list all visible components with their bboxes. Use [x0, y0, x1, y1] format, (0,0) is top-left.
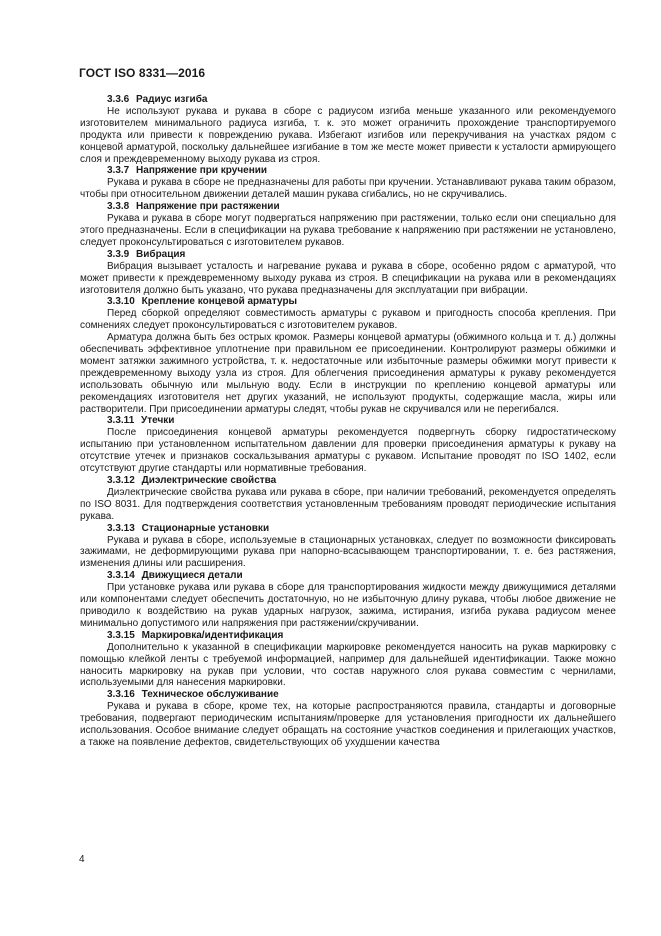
- document-header: ГОСТ ISO 8331—2016: [79, 66, 206, 80]
- section-paragraph: Вибрация вызывает усталость и нагревание рукава и рукава в сборе, особенно рядом с арматурой, что может привести к преждевременному выходу рукава из строя. В спецификации на рукава или в рекомендациях изготовителя должно быть указано, что рукава предназначены для эксплуатации при вибрации.: [80, 260, 616, 296]
- section-heading: [80, 249, 616, 261]
- section: [80, 689, 616, 749]
- section: [80, 201, 616, 249]
- section-paragraph: Рукава и рукава в сборе, кроме тех, на которые распространяются правила, стандарты и договорные требования, подвергают периодическим испытаниям/проверке для установления пригодности их дальнейшего использования. Особое внимание следует обращать на состояние участков соединения и прилегающих участков, а также на появление дефектов, свидетельствующих об ухудшении качества: [80, 701, 616, 748]
- section-title: Техническое обслуживание: [141, 689, 279, 701]
- section: [80, 523, 616, 571]
- section-heading: [80, 630, 616, 642]
- section-heading: [80, 415, 616, 427]
- section-heading: [80, 165, 616, 177]
- section-number: 3.3.9: [107, 248, 130, 260]
- section-paragraph: Рукава и рукава в сборе могут подвергаться напряжению при растяжении, только если они специально для этого предназначены. Если в спецификации на рукава требование к напряжению при растяжении не установлено, следует проконсультироваться с изготовителем рукавов.: [80, 213, 616, 248]
- section-title: Диэлектрические свойства: [141, 475, 277, 486]
- section-title: Напряжение при растяжении: [136, 201, 280, 213]
- section-heading: [80, 523, 616, 535]
- section-title: Маркировка/идентификация: [141, 629, 284, 641]
- page-number: 4: [79, 854, 85, 865]
- section-number: 3.3.12: [107, 475, 135, 486]
- section-paragraph: Арматура должна быть без острых кромок. Размеры концевой арматуры (обжимного кольца и т. д.) должны обеспечивать эффективное уплотнение при правильном ее присоединении. Контролируют размеры обжимки и момент затяжки зажимного устройства, т. к. недостаточные или избыточные размеры обжимки могут привести к преждевременному выходу узла из строя. Для облегчения присоединения арматуры к рукаву рекомендуется использовать обычную или мыльную воду. Если в инструкции по креплению концевой арматуры или рекомендациях изготовителя нет других указаний, не используют продукты, содержащие масла, жиры или растворители. При присоединении арматуры следят, чтобы рукав не скручивался или не перегибался.: [80, 332, 616, 415]
- section-title: Крепление концевой арматуры: [141, 296, 298, 308]
- section: [80, 249, 616, 297]
- section-number: 3.3.11: [107, 415, 135, 427]
- section: [80, 570, 616, 630]
- section-paragraph: Дополнительно к указанной в спецификации маркировке рекомендуется наносить на рукав маркировку с помощью клейкой ленты с требуемой информацией, например для дальнейшей идентификации. Также можно наносить маркировку на рукав при условии, что состав наружного слоя рукава совместим с чернилами, используемыми для нанесения маркировки.: [80, 641, 616, 689]
- section-title: Стационарные установки: [141, 522, 270, 534]
- section: [80, 296, 616, 415]
- section: [80, 630, 616, 690]
- section-paragraph: После присоединения концевой арматуры рекомендуется подвергнуть сборку гидростатическому испытанию при установленном испытательном давлении для проверки присоединения арматуры к рукаву на отсутствие утечек и признаков соскальзывания арматуры с рукавом. Испытание проводят по ISO 1402, если отсутствуют другие стандарты или нормативные требования.: [80, 427, 616, 475]
- section-heading: [80, 570, 616, 582]
- section-title: Утечки: [141, 415, 175, 427]
- section-heading: [80, 201, 616, 213]
- section-paragraph: Не используют рукава и рукава в сборе с радиусом изгиба меньше указанного или рекомендуемого изготовителем минимального радиуса изгиба, т. к. это может ограничить прохождение транспортируемого продукта или привести к повреждению рукава. Избегают изгибов или перекручивания на участках рядом с концевой арматурой, поскольку дальнейшее изгибание в том же месте может привести к усталости армирующего слоя и преждевременному выходу рукава из строя.: [80, 105, 616, 165]
- section: [80, 475, 616, 523]
- section-number: 3.3.6: [107, 94, 130, 105]
- section-number: 3.3.10: [107, 296, 135, 308]
- section: [80, 415, 616, 475]
- section-title: Напряжение при кручении: [136, 165, 268, 177]
- section-number: 3.3.16: [107, 689, 135, 701]
- section: [80, 94, 616, 165]
- section-title: Вибрация: [136, 248, 186, 260]
- section-paragraph: Рукава и рукава в сборе не предназначены для работы при кручении. Устанавливают рукава таким образом, чтобы при относительном движении деталей машин рукава сгибались, но не скручивались.: [80, 177, 616, 201]
- section-paragraph: Перед сборкой определяют совместимость арматуры с рукавом и пригодность способа крепления. При сомнениях следует проконсультироваться с изготовителем рукавов.: [80, 308, 616, 332]
- section-number: 3.3.13: [107, 522, 135, 534]
- section-number: 3.3.8: [107, 201, 130, 213]
- section-number: 3.3.15: [107, 629, 135, 641]
- section-paragraph: Рукава и рукава в сборе, используемые в стационарных установках, следует по возможности фиксировать зажимами, не деформирующими рукава при напорно-всасывающем транспортировании, т. е. без растяжения, изменения длины или расширения.: [80, 534, 616, 570]
- section-number: 3.3.14: [107, 570, 135, 582]
- section-title: Движущиеся детали: [141, 570, 243, 582]
- section-paragraph: При установке рукава или рукава в сборе для транспортирования жидкости между движущимися деталями или компонентами следует обеспечить достаточную, но не избыточную длину рукава, чтобы любое движение не приводило к воздействию на рукав ударных нагрузок, зажима, истирания, изгиба рукава радиусом менее минимально допустимого или напряжения при растяжении/скручивании.: [80, 582, 616, 629]
- section-title: Радиус изгиба: [136, 94, 208, 105]
- section-heading: [80, 475, 616, 487]
- section-heading: [80, 689, 616, 701]
- section-heading: [80, 94, 616, 106]
- section-heading: [80, 296, 616, 308]
- document-body: [80, 94, 616, 749]
- section-number: 3.3.7: [107, 165, 130, 177]
- section: [80, 165, 616, 201]
- section-paragraph: Диэлектрические свойства рукава или рукава в сборе, при наличии требований, рекомендуется определять по ISO 8031. Для подтверждения соответствия установленным требованиям проводят периодические испытания рукава.: [80, 486, 616, 522]
